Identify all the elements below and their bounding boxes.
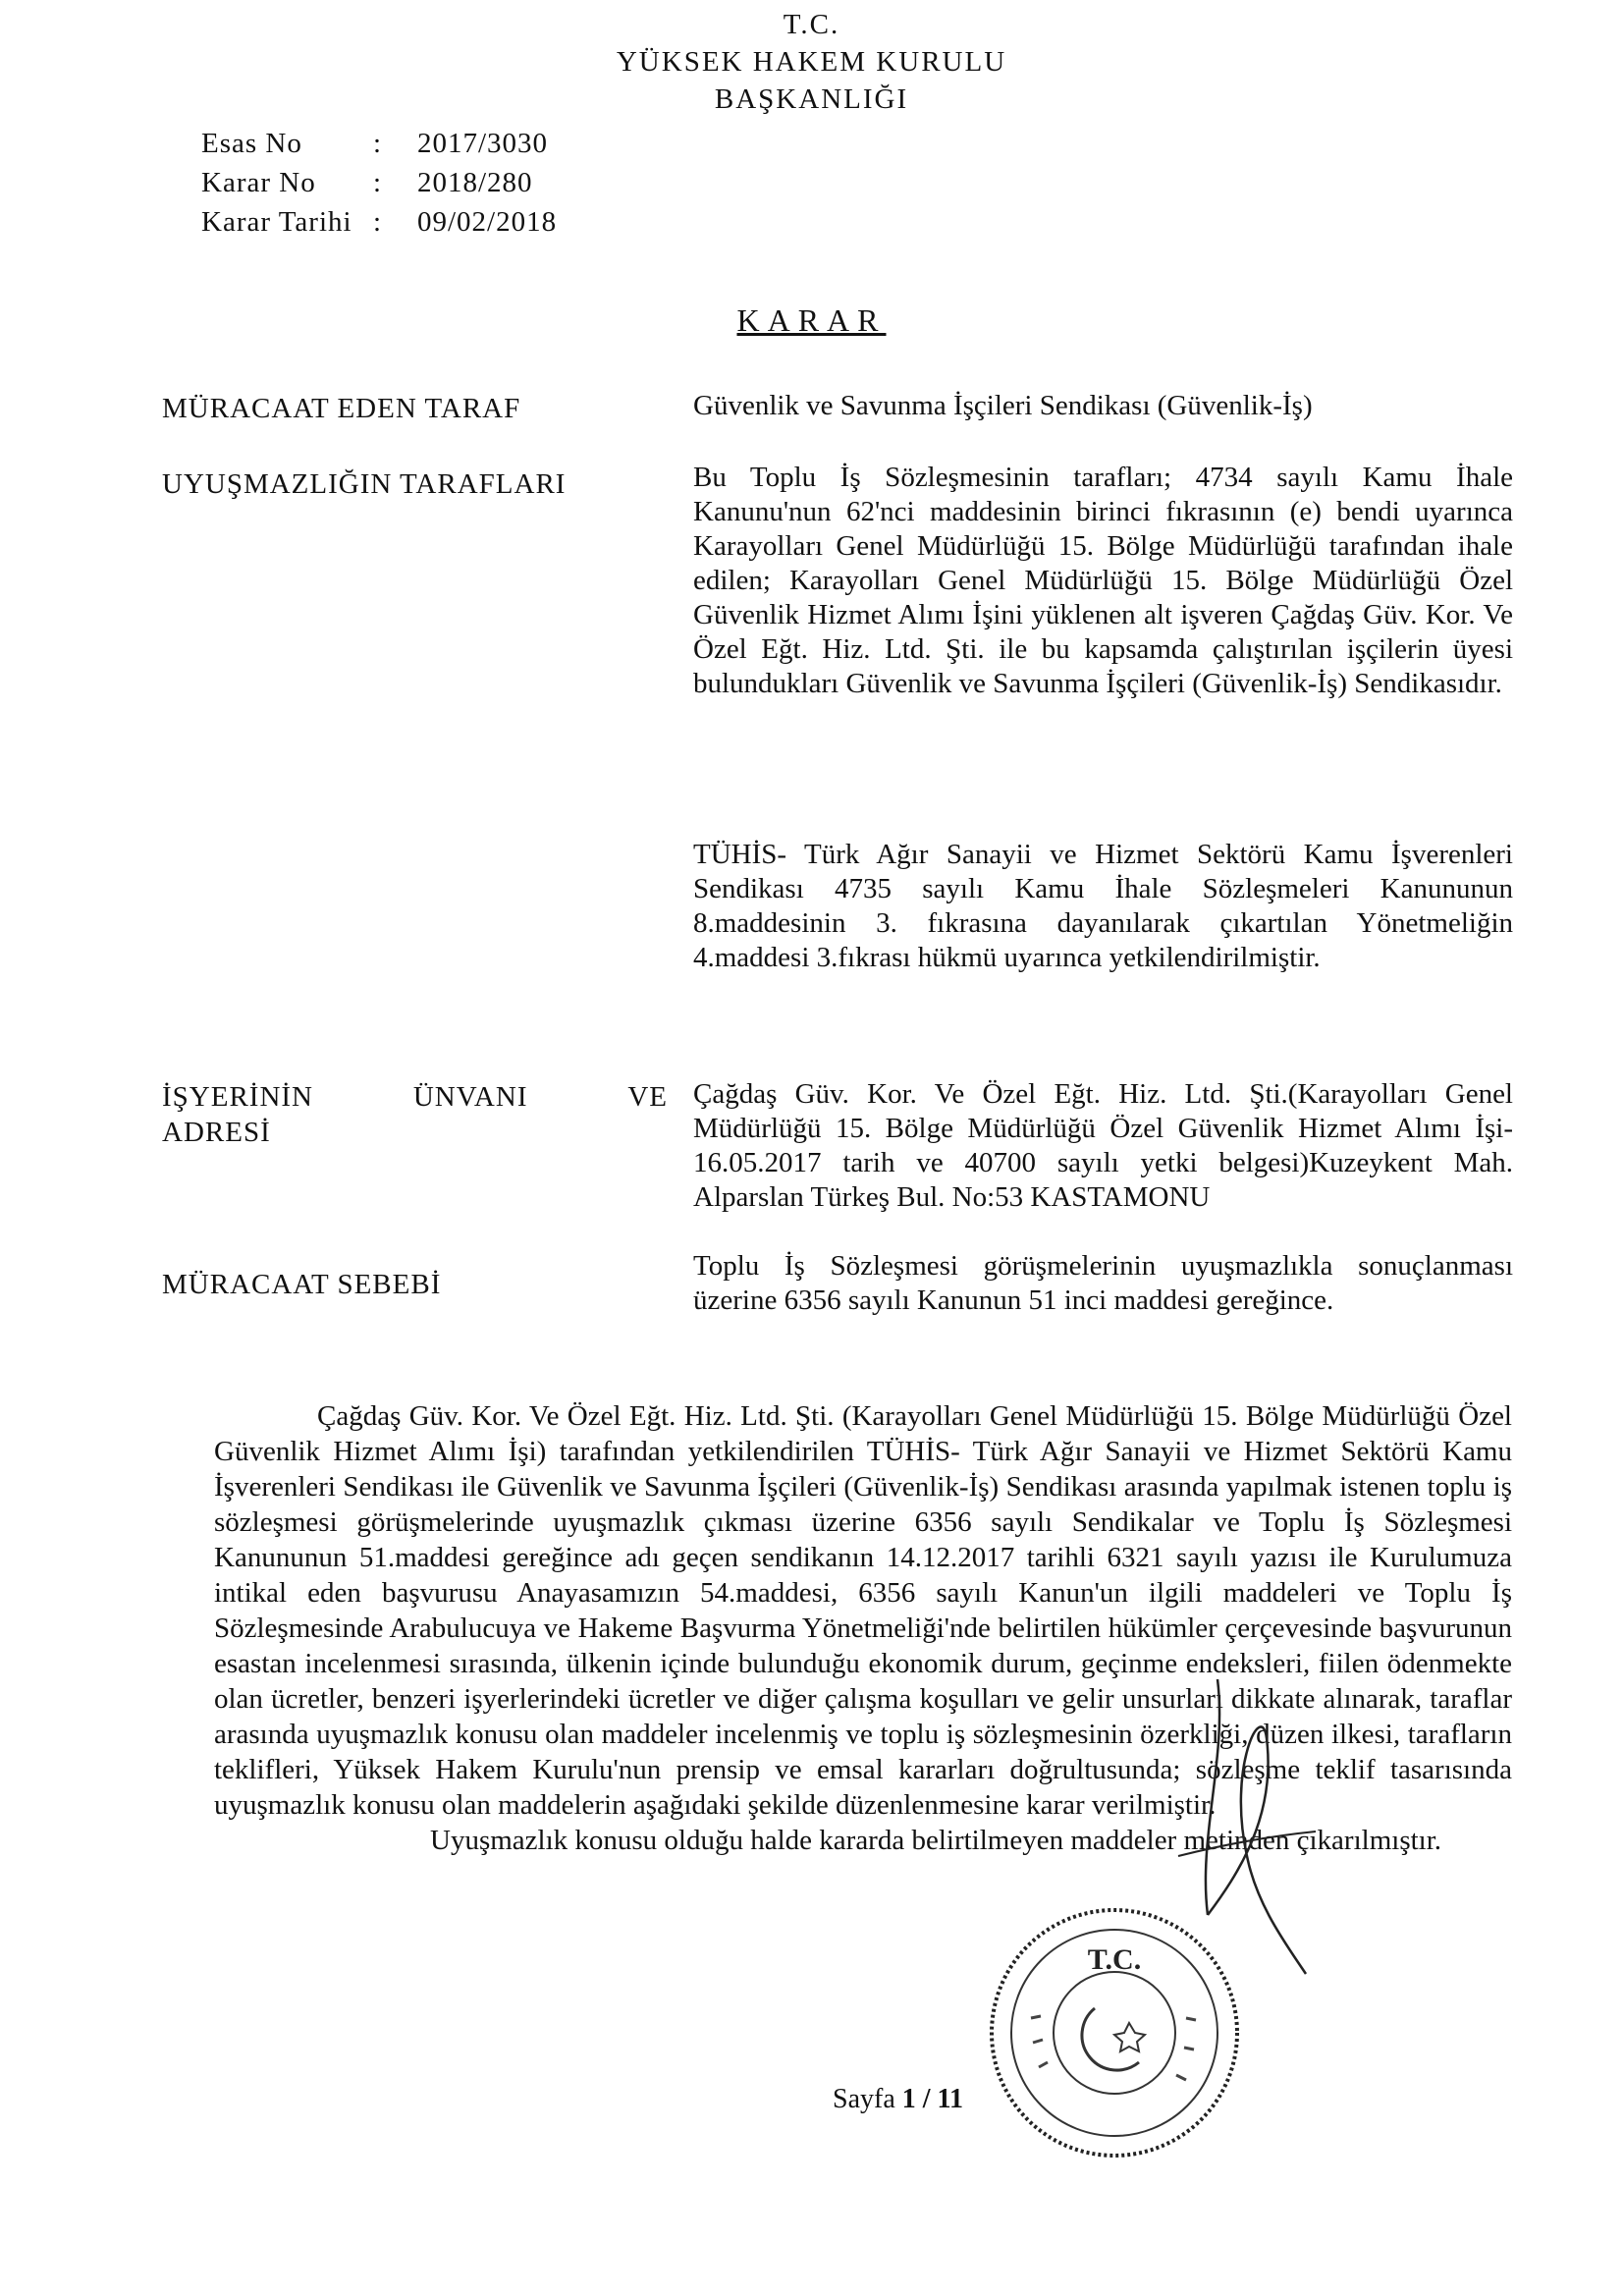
meta-label: Karar Tarihi xyxy=(201,206,352,238)
page-number xyxy=(833,2084,963,2115)
document-title: KARAR xyxy=(736,302,887,338)
meta-row-esas xyxy=(201,124,557,163)
meta-block xyxy=(201,124,557,242)
isyeri-label-line-2: ADRESİ xyxy=(162,1117,271,1148)
meta-row-karar-no xyxy=(201,163,557,202)
meta-colon: : xyxy=(373,167,383,198)
meta-row-karar-tarihi xyxy=(201,202,557,242)
meta-value: 2017/3030 xyxy=(417,128,549,159)
header-institution: YÜKSEK HAKEM KURULU xyxy=(616,46,1007,78)
page-prefix: Sayfa xyxy=(833,2084,902,2114)
isyeri-label-line-1 xyxy=(162,1079,668,1115)
taraflar-paragraph-1: Bu Toplu İş Sözleşmesinin tarafları; 4734 sayılı Kamu İhale Kanunu'nun 62'nci maddesinin birinci fıkrasının (e) bendi uyarınca Karayolları Genel Müdürlüğü 15. Bölge Müdürlüğü tarafından ihale edilen; Karayolları Genel Müdürlüğü 15. Bölge Müdürlüğü Özel Güvenlik Hizmet Alımı İşini yüklenen alt işveren Çağdaş Güv. Kor. Ve Özel Eğt. Hiz. Ltd. Şti. ile bu kapsamda çalıştırılan işçilerin üyesi bulundukları Güvenlik ve Savunma İşçileri (Güvenlik-İş) Sendikasıdır. xyxy=(693,462,1513,699)
meta-colon: : xyxy=(373,128,383,159)
isyeri-label-word: ÜNVANI xyxy=(412,1081,528,1113)
isyeri-value: Çağdaş Güv. Kor. Ve Özel Eğt. Hiz. Ltd. Şti.(Karayolları Genel Müdürlüğü 15. Bölge Müdürlüğü Özel Güvenlik Hizmet Alımı İşi-16.05.2017 tarih ve 40700 sayılı yetki belgesi)Kuzeykent Mah. Alparslan Türkeş Bul. No:53 KASTAMONU xyxy=(693,1078,1513,1213)
body-paragraph-1: Çağdaş Güv. Kor. Ve Özel Eğt. Hiz. Ltd. Şti. (Karayolları Genel Müdürlüğü 15. Bölge Müdürlüğü Özel Güvenlik Hizmet Alımı İşi) tarafından yetkilendirilen TÜHİS- Türk Ağır Sanayii ve Hizmet Sektörü Kamu İşverenleri Sendikası ile Güvenlik ve Savunma İşçileri (Güvenlik-İş) Sendikası arasında yapılmak istenen toplu iş sözleşmesi görüşmelerinde uyuşmazlık çıkması üzerine 6356 sayılı Sendikalar ve Toplu İş Sözleşmesi Kanununun 51.maddesi gereğince adı geçen sendikanın 14.12.2017 tarihli 6321 sayılı yazısı ile Kurulumuza intikal eden başvurusu Anayasamızın 54.maddesi, 6356 sayılı Kanun'un ilgili maddeleri ve Toplu İş Sözleşmesinde Arabulucuya ve Hakeme Başvurma Yönetmeliği'nde belirtilen hükümler çerçevesinde başvurunun esastan incelenmesi sırasında, ülkenin içinde bulunduğu ekonomik durum, geçinme endeksleri, fiilen ödenmekte olan ücretler, benzeri işyerlerindeki ücretler ve diğer çalışma koşulları ve gelir unsurları dikkate alınarak, taraflar arasında uyuşmazlık konusu olan maddeler incelenmiş ve toplu iş sözleşmesinin özerkliği, düzen ilkesi, tarafların teklifleri, Yüksek Hakem Kurulu'nun prensip ve emsal kararları doğrultusunda; sözleşme teklif tasarısında uyuşmazlık konusu olan maddelerin aşağıdaki şekilde düzenlenmesine karar verilmiştir. xyxy=(214,1400,1512,1821)
meta-value: 2018/280 xyxy=(417,167,533,198)
meta-label: Esas No xyxy=(201,128,302,159)
muracaat-value: Güvenlik ve Savunma İşçileri Sendikası (Güvenlik-İş) xyxy=(693,390,1313,421)
meta-colon: : xyxy=(373,206,383,238)
sebep-value: Toplu İş Sözleşmesi görüşmelerinin uyuşmazlıkla sonuçlanması üzerine 6356 sayılı Kanunun 51 inci maddesi gereğince. xyxy=(693,1250,1513,1316)
taraflar-paragraph-2: TÜHİS- Türk Ağır Sanayii ve Hizmet Sektörü Kamu İşverenleri Sendikası 4735 sayılı Kamu İhale Sözleşmeleri Kanununun 8.maddesinin 3. fıkrasına dayanılarak çıkartılan Yönetmeliğin 4.maddesi 3.fıkrası hükmü uyarınca yetkilendirilmiştir. xyxy=(693,839,1513,973)
body-paragraph-2: Uyuşmazlık konusu olduğu halde kararda belirtilmeyen maddeler metinden çıkarılmıştır. xyxy=(430,1825,1442,1856)
meta-value: 09/02/2018 xyxy=(417,206,558,238)
sebep-label: MÜRACAAT SEBEBİ xyxy=(162,1269,442,1300)
page-count: 1 / 11 xyxy=(901,2084,963,2114)
meta-label: Karar No xyxy=(201,167,316,198)
taraflar-label: UYUŞMAZLIĞIN TARAFLARI xyxy=(162,468,567,500)
official-seal xyxy=(982,1900,1247,2165)
header-tc: T.C. xyxy=(783,9,840,40)
muracaat-label: MÜRACAAT EDEN TARAF xyxy=(162,393,521,424)
isyeri-label-word: VE xyxy=(627,1081,668,1113)
header-department: BAŞKANLIĞI xyxy=(714,83,909,115)
isyeri-label-word: İŞYERİNİN xyxy=(162,1081,313,1113)
isyeri-label xyxy=(162,1079,668,1150)
seal-text: T.C. xyxy=(1087,1943,1142,1976)
